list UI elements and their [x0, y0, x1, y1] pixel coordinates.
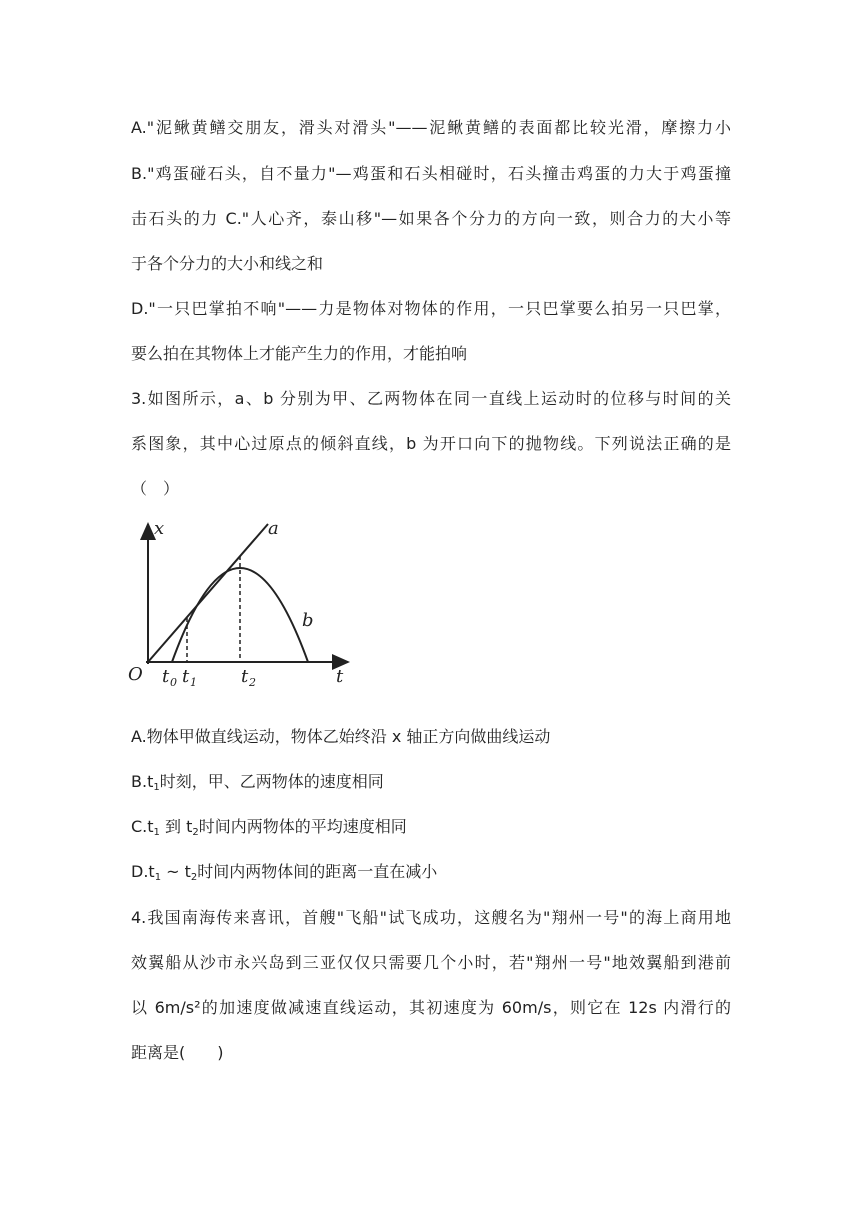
question-4-line4: 距离是( )	[131, 1043, 224, 1062]
answer-blank: （ ）	[131, 479, 180, 498]
label-origin: O	[128, 664, 143, 685]
question-4-line1: 4.我国南海传来喜讯，首艘"飞船"试飞成功，这艘名为"翔州一号"的海上商用地	[131, 908, 731, 927]
xt-graph	[126, 514, 358, 696]
label-t0-sub: 0	[170, 676, 177, 689]
option-b-q2: B."鸡蛋碰石头，自不量力"—鸡蛋和石头相碰时，石头撞击鸡蛋的力大于鸡蛋撞	[131, 164, 731, 183]
question-4-line3: 以 6m/s²的加速度做减速直线运动，其初速度为 60m/s，则它在 12s 内滑行的	[131, 998, 731, 1017]
option-d-q2-end: 要么拍在其物体上才能产生力的作用，才能拍响	[131, 344, 468, 363]
option-c-q2-end: 于各个分力的大小和线之和	[131, 254, 324, 273]
label-t1-sub: 1	[190, 676, 197, 689]
line-a	[148, 524, 268, 662]
option-b-c-q2: 击石头的力 C."人心齐，泰山移"—如果各个分力的方向一致，则合力的大小等	[131, 209, 731, 228]
question-3-stem-cont: 系图象，其中心过原点的倾斜直线，b 为开口向下的抛物线。下列说法正确的是	[131, 434, 731, 453]
option-a-q3: A.物体甲做直线运动，物体乙始终沿 x 轴正方向做曲线运动	[131, 727, 551, 746]
label-t2-sub: 2	[249, 676, 256, 689]
option-a-q2: A."泥鳅黄鳝交朋友，滑头对滑头"——泥鳅黄鳝的表面都比较光滑，摩擦力小	[131, 118, 731, 137]
label-a: a	[268, 518, 279, 539]
option-c-q3: $C.t_1$ 到 $t_2$时间内两物体的平均速度相同	[131, 817, 407, 838]
label-x: x	[154, 518, 165, 539]
option-d-q2: D."一只巴掌拍不响"——力是物体对物体的作用，一只巴掌要么拍另一只巴掌，	[131, 299, 731, 318]
label-t0: t	[162, 666, 170, 687]
question-4-line2: 效翼船从沙市永兴岛到三亚仅仅只需要几个小时，若"翔州一号"地效翼船到港前	[131, 953, 731, 972]
option-d-q3: $D.t_1$ ~ $t_2$时间内两物体间的距离一直在减小	[131, 862, 438, 883]
option-b-q3: $B.t_1$时刻，甲、乙两物体的速度相同	[131, 772, 384, 793]
label-t1: t	[182, 666, 190, 687]
label-t2: t	[241, 666, 249, 687]
label-t: t	[336, 666, 344, 687]
question-3-stem: 3.如图所示，a、b 分别为甲、乙两物体在同一直线上运动时的位移与时间的关	[131, 389, 731, 408]
label-b: b	[302, 610, 314, 631]
